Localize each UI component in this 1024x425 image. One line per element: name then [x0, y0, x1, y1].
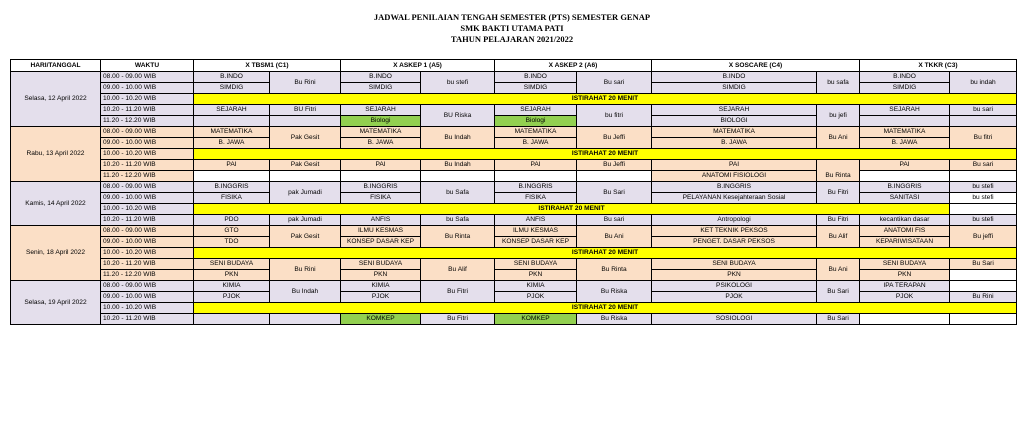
time-cell: 09.00 - 10.00 WIB [101, 138, 194, 149]
teacher-cell: Bu Alif [421, 259, 495, 281]
time-cell: 11.20 - 12.20 WIB [101, 171, 194, 182]
day-date: Selasa, 12 April 2022 [11, 72, 101, 127]
subject-cell [860, 314, 950, 325]
time-cell: 10.00 - 10.20 WIB [101, 248, 194, 259]
subject-cell: KIMIA [341, 281, 421, 292]
subject-cell: SOSIOLOGI [652, 314, 817, 325]
teacher-cell: Bu Sari [817, 281, 860, 303]
teacher-cell: bu Safa [421, 215, 495, 226]
subject-cell: PKN [652, 270, 817, 281]
empty-cell [495, 171, 577, 182]
subject-cell: PJOK [652, 292, 817, 303]
subject-cell: Antropologi [652, 215, 817, 226]
subject-cell: PELAYANAN Kesejahteraan Sosial [652, 193, 817, 204]
empty-cell [860, 171, 950, 182]
table-row [11, 303, 1017, 314]
empty-cell [421, 171, 495, 182]
break-cell: ISTIRAHAT 20 MENIT [194, 303, 1017, 314]
teacher-cell: Bu Jeffi [577, 160, 652, 171]
subject-cell: B.INGGRIS [341, 182, 421, 193]
subject-cell: SENI BUDAYA [194, 259, 270, 270]
teacher-cell: Bu Rinta [577, 259, 652, 281]
subject-cell: ILMU KESMAS [495, 226, 577, 237]
teacher-cell: Bu Ani [577, 226, 652, 248]
schedule-table [10, 59, 1017, 325]
subject-cell: SEJARAH [194, 105, 270, 116]
teacher-cell [270, 116, 341, 127]
teacher-cell: Bu Alif [817, 226, 860, 248]
subject-cell: Biologi [495, 116, 577, 127]
subject-cell: ANATOMI FIS [860, 226, 950, 237]
teacher-cell: Bu Indah [270, 281, 341, 303]
time-cell: 11.20 - 12.20 WIB [101, 116, 194, 127]
teacher-cell [950, 281, 1017, 292]
table-row [11, 270, 1017, 281]
table-row [11, 138, 1017, 149]
subject-cell: FISIKA [341, 193, 421, 204]
subject-cell: B. JAWA [652, 138, 817, 149]
teacher-cell: Bu Ani [817, 127, 860, 149]
subject-cell: PAI [860, 160, 950, 171]
school-name: SMK BAKTI UTAMA PATI [460, 23, 564, 33]
subject-cell: FISIKA [495, 193, 577, 204]
subject-cell [860, 116, 950, 127]
teacher-cell: bu stefi [950, 193, 1017, 204]
subject-cell: PKN [341, 270, 421, 281]
subject-cell: SANITASI [860, 193, 950, 204]
subject-cell: KONSEP DASAR KEP [495, 237, 577, 248]
teacher-cell: pak Jumadi [270, 182, 341, 204]
table-row [11, 160, 1017, 171]
day-date: Kamis, 14 April 2022 [11, 182, 101, 226]
subject-cell: MATEMATIKA [194, 127, 270, 138]
table-row [11, 292, 1017, 303]
subject-cell: GTO [194, 226, 270, 237]
subject-cell: PKN [194, 270, 270, 281]
academic-year: TAHUN PELAJARAN 2021/2022 [450, 34, 574, 44]
subject-cell: MATEMATIKA [860, 127, 950, 138]
teacher-cell: Bu Indah [421, 127, 495, 149]
subject-cell: KONSEP DASAR KEP [341, 237, 421, 248]
time-cell: 10.00 - 10.20 WIB [101, 303, 194, 314]
subject-cell: SEJARAH [652, 105, 817, 116]
time-cell: 09.00 - 10.00 WIB [101, 237, 194, 248]
subject-cell: KOMKEP [495, 314, 577, 325]
subject-cell: SIMDIG [341, 83, 421, 94]
subject-cell: SEJARAH [495, 105, 577, 116]
table-row [11, 237, 1017, 248]
subject-cell: SENI BUDAYA [341, 259, 421, 270]
subject-cell: KET TEKNIK PEKSOS [652, 226, 817, 237]
table-row [11, 281, 1017, 292]
teacher-cell: Pak Gesit [270, 160, 341, 171]
subject-cell: SIMDIG [652, 83, 817, 94]
teacher-cell: bu sari [950, 105, 1017, 116]
subject-cell: B.INDO [194, 72, 270, 83]
subject-cell: B. JAWA [194, 138, 270, 149]
header-row [11, 60, 1017, 72]
time-cell: 10.20 - 11.20 WIB [101, 215, 194, 226]
empty-cell [341, 171, 421, 182]
time-cell: 09.00 - 10.00 WIB [101, 292, 194, 303]
break-cell: ISTIRAHAT 20 MENIT [194, 94, 1017, 105]
subject-cell: MATEMATIKA [495, 127, 577, 138]
break-cell: ISTIRAHAT 20 MENIT [194, 149, 1017, 160]
col-header-c4: X SOSCARE (C4) [652, 60, 860, 72]
teacher-cell: Pak Gesit [270, 127, 341, 149]
subject-cell: FISIKA [194, 193, 270, 204]
teacher-cell: bu stefi [950, 182, 1017, 193]
time-cell: 08.00 - 09.00 WIB [101, 281, 194, 292]
table-row [11, 215, 1017, 226]
teacher-cell: Bu Fitri [817, 215, 860, 226]
subject-cell: B. JAWA [495, 138, 577, 149]
time-cell: 10.20 - 11.20 WIB [101, 314, 194, 325]
subject-cell: PKN [495, 270, 577, 281]
teacher-cell: bu fitri [577, 105, 652, 127]
table-row [11, 204, 1017, 215]
subject-cell: B.INDO [341, 72, 421, 83]
table-row [11, 171, 1017, 182]
time-cell: 09.00 - 10.00 WIB [101, 83, 194, 94]
teacher-cell: bu jefi [817, 105, 860, 127]
time-cell: 08.00 - 09.00 WIB [101, 127, 194, 138]
subject-cell: PAI [194, 160, 270, 171]
table-row [11, 116, 1017, 127]
break-cell: ISTIRAHAT 20 MENIT [194, 204, 950, 215]
teacher-cell [950, 270, 1017, 281]
subject-cell: KOMKEP [341, 314, 421, 325]
subject-cell: PAI [341, 160, 421, 171]
teacher-cell: bu stefi [950, 215, 1017, 226]
subject-cell: ANFIS [495, 215, 577, 226]
table-row [11, 193, 1017, 204]
subject-cell: KIMIA [194, 281, 270, 292]
subject-cell: BIOLOGI [652, 116, 817, 127]
teacher-cell: bu indah [950, 72, 1017, 94]
empty-cell [270, 171, 341, 182]
subject-cell: B. JAWA [860, 138, 950, 149]
time-cell: 11.20 - 12.20 WIB [101, 270, 194, 281]
time-cell: 08.00 - 09.00 WIB [101, 72, 194, 83]
empty-cell [950, 204, 1017, 215]
subject-cell: Biologi [341, 116, 421, 127]
teacher-cell [950, 314, 1017, 325]
subject-cell: SIMDIG [194, 83, 270, 94]
teacher-cell [270, 314, 341, 325]
subject-cell: B.INGGRIS [860, 182, 950, 193]
empty-cell [577, 171, 652, 182]
subject-cell: SEJARAH [860, 105, 950, 116]
subject-cell: PSIKOLOGI [652, 281, 817, 292]
subject-cell: ILMU KESMAS [341, 226, 421, 237]
empty-cell [194, 171, 270, 182]
subject-cell: PAI [652, 160, 817, 171]
time-cell: 10.20 - 11.20 WIB [101, 160, 194, 171]
table-row [11, 259, 1017, 270]
col-header-c5: X TKKR (C3) [860, 60, 1017, 72]
table-row [11, 226, 1017, 237]
table-row [11, 83, 1017, 94]
teacher-cell: Bu Fitri [817, 182, 860, 204]
time-cell: 08.00 - 09.00 WIB [101, 182, 194, 193]
subject-cell: PENGET. DASAR PEKSOS [652, 237, 817, 248]
teacher-cell: Bu sari [577, 215, 652, 226]
subject-cell [194, 314, 270, 325]
empty-cell [950, 171, 1017, 182]
time-cell: 10.00 - 10.20 WIB [101, 204, 194, 215]
day-date: Senin, 18 April 2022 [11, 226, 101, 281]
subject-cell: SENI BUDAYA [652, 259, 817, 270]
subject-cell: IPA TERAPAN [860, 281, 950, 292]
subject-cell: B.INGGRIS [194, 182, 270, 193]
teacher-cell: Bu Jeffi [577, 127, 652, 149]
subject-cell: PAI [495, 160, 577, 171]
teacher-cell: Bu Rinta [421, 226, 495, 248]
break-cell: ISTIRAHAT 20 MENIT [194, 248, 1017, 259]
subject-cell: ANFIS [341, 215, 421, 226]
teacher-cell: Bu Sari [817, 314, 860, 325]
subject-cell: KIMIA [495, 281, 577, 292]
subject-cell: SEJARAH [341, 105, 421, 116]
teacher-cell: Bu Rinta [817, 160, 860, 182]
time-cell: 08.00 - 09.00 WIB [101, 226, 194, 237]
subject-cell: SENI BUDAYA [495, 259, 577, 270]
teacher-cell: bu safa [817, 72, 860, 94]
teacher-cell: Bu fitri [950, 127, 1017, 149]
col-header-waktu: WAKTU [101, 60, 194, 72]
subject-cell: B.INGGRIS [652, 182, 817, 193]
time-cell: 09.00 - 10.00 WIB [101, 193, 194, 204]
day-date: Selasa, 19 April 2022 [11, 281, 101, 325]
subject-cell: PKN [860, 270, 950, 281]
subject-cell: PJOK [194, 292, 270, 303]
col-header-c2: X ASKEP 1 (A5) [341, 60, 495, 72]
teacher-cell: Bu Rini [270, 259, 341, 281]
teacher-cell: pak Jumadi [270, 215, 341, 226]
subject-cell: B.INDO [495, 72, 577, 83]
subject-cell: TDO [194, 237, 270, 248]
teacher-cell [950, 116, 1017, 127]
subject-cell: ANATOMI FISIOLOGI [652, 171, 817, 182]
teacher-cell: Bu Indah [421, 160, 495, 171]
teacher-cell: Bu Rini [950, 292, 1017, 303]
table-row [11, 127, 1017, 138]
subject-cell: PJOK [860, 292, 950, 303]
subject-cell: B.INDO [860, 72, 950, 83]
teacher-cell: Bu Fitri [421, 314, 495, 325]
teacher-cell: Bu Sari [577, 182, 652, 204]
teacher-cell: Pak Gesit [270, 226, 341, 248]
table-row [11, 105, 1017, 116]
subject-cell: KEPARIWISATAAN [860, 237, 950, 248]
teacher-cell: Bu Riska [577, 281, 652, 303]
subject-cell: SIMDIG [495, 83, 577, 94]
subject-cell: SENI BUDAYA [860, 259, 950, 270]
subject-cell: B.INGGRIS [495, 182, 577, 193]
teacher-cell: bu Safa [421, 182, 495, 204]
subject-cell: kecantikan dasar [860, 215, 950, 226]
subject-cell: PJOK [341, 292, 421, 303]
time-cell: 10.20 - 11.20 WIB [101, 259, 194, 270]
subject-cell: MATEMATIKA [341, 127, 421, 138]
teacher-cell: Bu Sari [950, 259, 1017, 270]
document-title: JADWAL PENILAIAN TENGAH SEMESTER (PTS) SEMESTER GENAP [373, 12, 651, 22]
table-row [11, 149, 1017, 160]
subject-cell: B. JAWA [341, 138, 421, 149]
teacher-cell: Bu Ani [817, 259, 860, 281]
teacher-cell: Bu jeffi [950, 226, 1017, 248]
table-row [11, 182, 1017, 193]
time-cell: 10.00 - 10.20 WIB [101, 94, 194, 105]
teacher-cell: Bu sari [950, 160, 1017, 171]
teacher-cell: bu stefi [421, 72, 495, 94]
table-row [11, 72, 1017, 83]
subject-cell: PDO [194, 215, 270, 226]
table-row [11, 314, 1017, 325]
time-cell: 10.20 - 11.20 WIB [101, 105, 194, 116]
table-row [11, 94, 1017, 105]
teacher-cell: Bu sari [577, 72, 652, 94]
teacher-cell: Bu Fitri [421, 281, 495, 303]
col-header-c1: X TBSM1 (C1) [194, 60, 341, 72]
teacher-cell: Bu Riska [577, 314, 652, 325]
time-cell: 10.00 - 10.20 WIB [101, 149, 194, 160]
teacher-cell: BU Fitri [270, 105, 341, 116]
col-header-c3: X ASKEP 2 (A6) [495, 60, 652, 72]
subject-cell: SIMDIG [860, 83, 950, 94]
teacher-cell: BU Riska [421, 105, 495, 127]
subject-cell: MATEMATIKA [652, 127, 817, 138]
table-row [11, 248, 1017, 259]
day-date: Rabu, 13 April 2022 [11, 127, 101, 182]
subject-cell: PJOK [495, 292, 577, 303]
col-header-hari: HARI/TANGGAL [11, 60, 101, 72]
subject-cell [194, 116, 270, 127]
subject-cell: B.INDO [652, 72, 817, 83]
teacher-cell: Bu Rini [270, 72, 341, 94]
